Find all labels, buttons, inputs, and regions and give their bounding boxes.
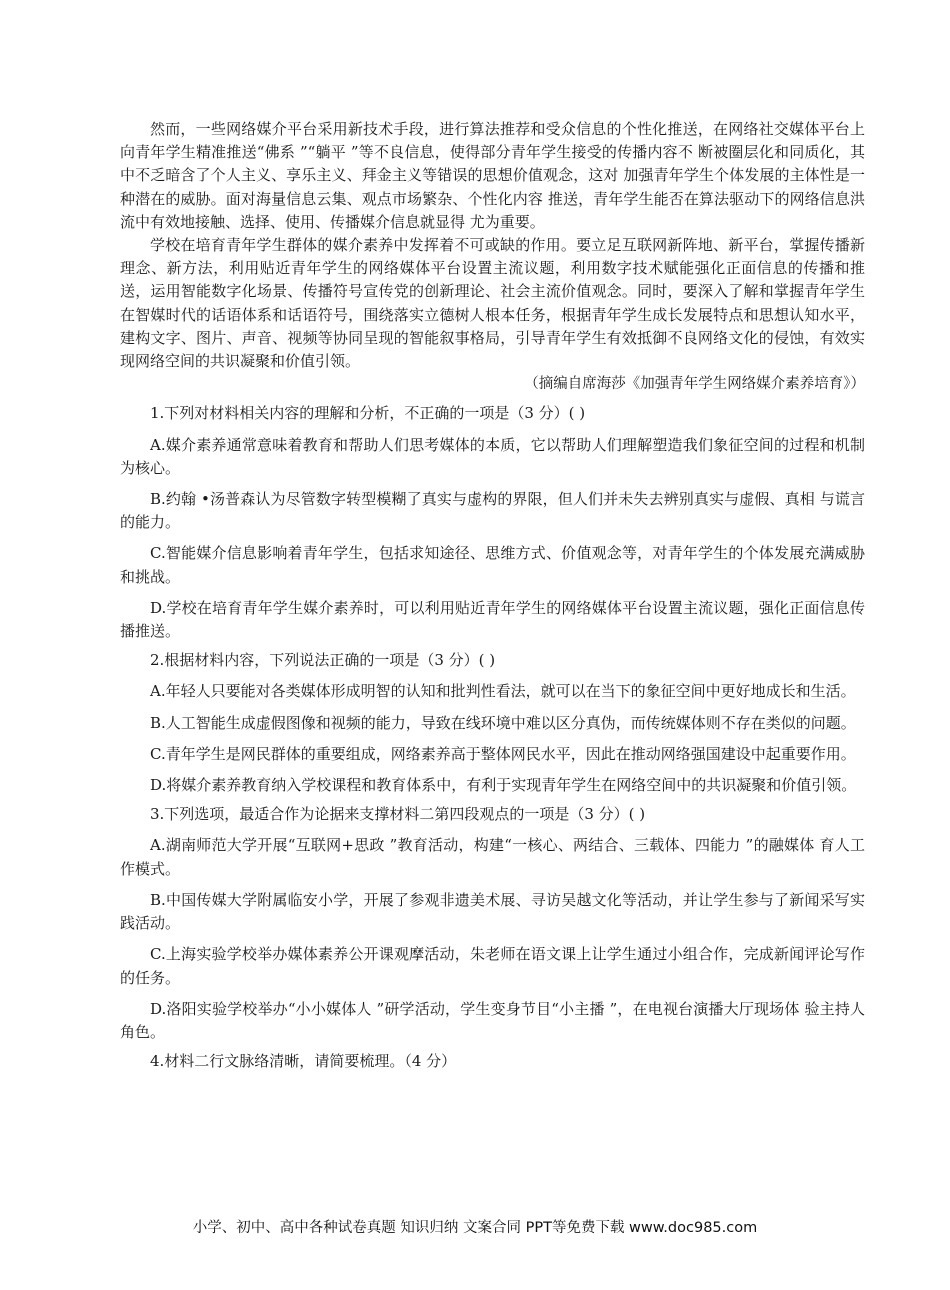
- reading-passage: [120, 118, 865, 373]
- option-d: D.将媒介素养教育纳入学校课程和教育体系中，有利于实现青年学生在网络空间中的共识凝聚和价值引领。: [150, 776, 857, 795]
- option-a: A.湖南师范大学开展“互联网+思政 ”教育活动，构建“一核心、两结合、三载体、四能力 ”的融媒体 育人工作模式。: [120, 836, 865, 878]
- question-3: [120, 803, 865, 1044]
- option-b: B.人工智能生成虚假图像和视频的能力，导致在线环境中难以区分真伪，而传统媒体则不存在类似的问题。: [150, 713, 856, 732]
- option-b: B.中国传媒大学附属临安小学，开展了参观非遗美术展、寻访吴越文化等活动，并让学生参与了新闻采写实践活动。: [120, 890, 865, 933]
- question-stem: 4.材料二行文脉络清晰，请简要梳理。（4 分）: [150, 1052, 457, 1071]
- passage-paragraph-1: 然而，一些网络媒介平台采用新技术手段，进行算法推荐和受众信息的个性化推送，在网络社交媒体平台上向青年学生精准推送“佛系 ”“躺平 ”等不良信息，使得部分青年学生接受的传播内容不 断被圈层化和同质化，其中不乏暗含了个人主义、享乐主义、拜金主义等错误的思想价值观念，这对 加强青年学生个体发展的主体性是一种潜在的威胁。面对海量信息云集、观点市场繁杂、个性化内容 推送，青年学生能否在算法驱动下的网络信息洪流中有效地接触、选择、使用、传播媒介信息就显得 尤为重要。: [120, 120, 865, 231]
- question-1: [120, 402, 865, 643]
- question-options: [120, 434, 865, 644]
- question-stem: 1.下列对材料相关内容的理解和分析，不正确的一项是（3 分）( ): [150, 404, 586, 423]
- question-stem: 2.根据材料内容，下列说法正确的一项是（3 分）( ): [150, 651, 496, 670]
- page-footer: 小学、初中、高中各种试卷真题 知识归纳 文案合同 PPT等免费下载 www.doc985.com: [192, 1220, 758, 1236]
- question-2: [120, 649, 865, 797]
- option-c: C.青年学生是网民群体的重要组成，网络素养高于整体网民水平，因此在推动网络强国建设中起重要作用。: [150, 744, 856, 763]
- option-d: D.学校在培育青年学生媒介素养时，可以利用贴近青年学生的网络媒体平台设置主流议题，强化正面信息传播推送。: [120, 598, 865, 641]
- document-content: [120, 118, 865, 1073]
- passage-source: （摘编自席海莎《加强青年学生网络媒介素养培育》）: [524, 376, 865, 393]
- option-b: B.约翰 •汤普森认为尽管数字转型模糊了真实与虚构的界限，但人们并未失去辨别真实与虚假、真相 与谎言的能力。: [120, 490, 865, 532]
- question-options: [120, 680, 865, 797]
- option-a: A.媒介素养通常意味着教育和帮助人们思考媒体的本质，它以帮助人们理解塑造我们象征空间的过程和机制为核心。: [120, 435, 865, 477]
- question-options: [120, 834, 865, 1044]
- question-4: [120, 1050, 865, 1073]
- option-c: C.上海实验学校举办媒体素养公开课观摩活动，朱老师在语文课上让学生通过小组合作，完成新闻评论写作的任务。: [120, 945, 865, 987]
- question-stem: 3.下列选项，最适合作为论据来支撑材料二第四段观点的一项是（3 分）( ): [150, 805, 646, 824]
- passage-paragraph-2: 学校在培育青年学生群体的媒介素养中发挥着不可或缺的作用。要立足互联网新阵地、新平台，掌握传播新理念、新方法，利用贴近青年学生的网络媒体平台设置主流议题，利用数字技术赋能强化正面信息的传播和推送，运用智能数字化场景、传播符号宣传党的创新理论、社会主流价值观念。同时，要深入了解和掌握青年学生在智媒时代的话语体系和话语符号，围绕落实立德树人根本任务，根据青年学生成长发展特点和思想认知水平，建构文字、图片、声音、视频等协同呈现的智能叙事格局，引导青年学生有效抵御不良网络文化的侵蚀，有效实现网络空间的共识凝聚和价值引领。: [120, 236, 865, 371]
- option-a: A.年轻人只要能对各类媒体形成明智的认知和批判性看法，就可以在当下的象征空间中更好地成长和生活。: [150, 682, 856, 701]
- option-c: C.智能媒介信息影响着青年学生，包括求知途径、思维方式、价值观念等，对青年学生的个体发展充满威胁和挑战。: [120, 544, 865, 586]
- option-d: D.洛阳实验学校举办“小小媒体人 ”研学活动，学生变身节目“小主播 ”，在电视台演播大厅现场体 验主持人角色。: [120, 999, 865, 1041]
